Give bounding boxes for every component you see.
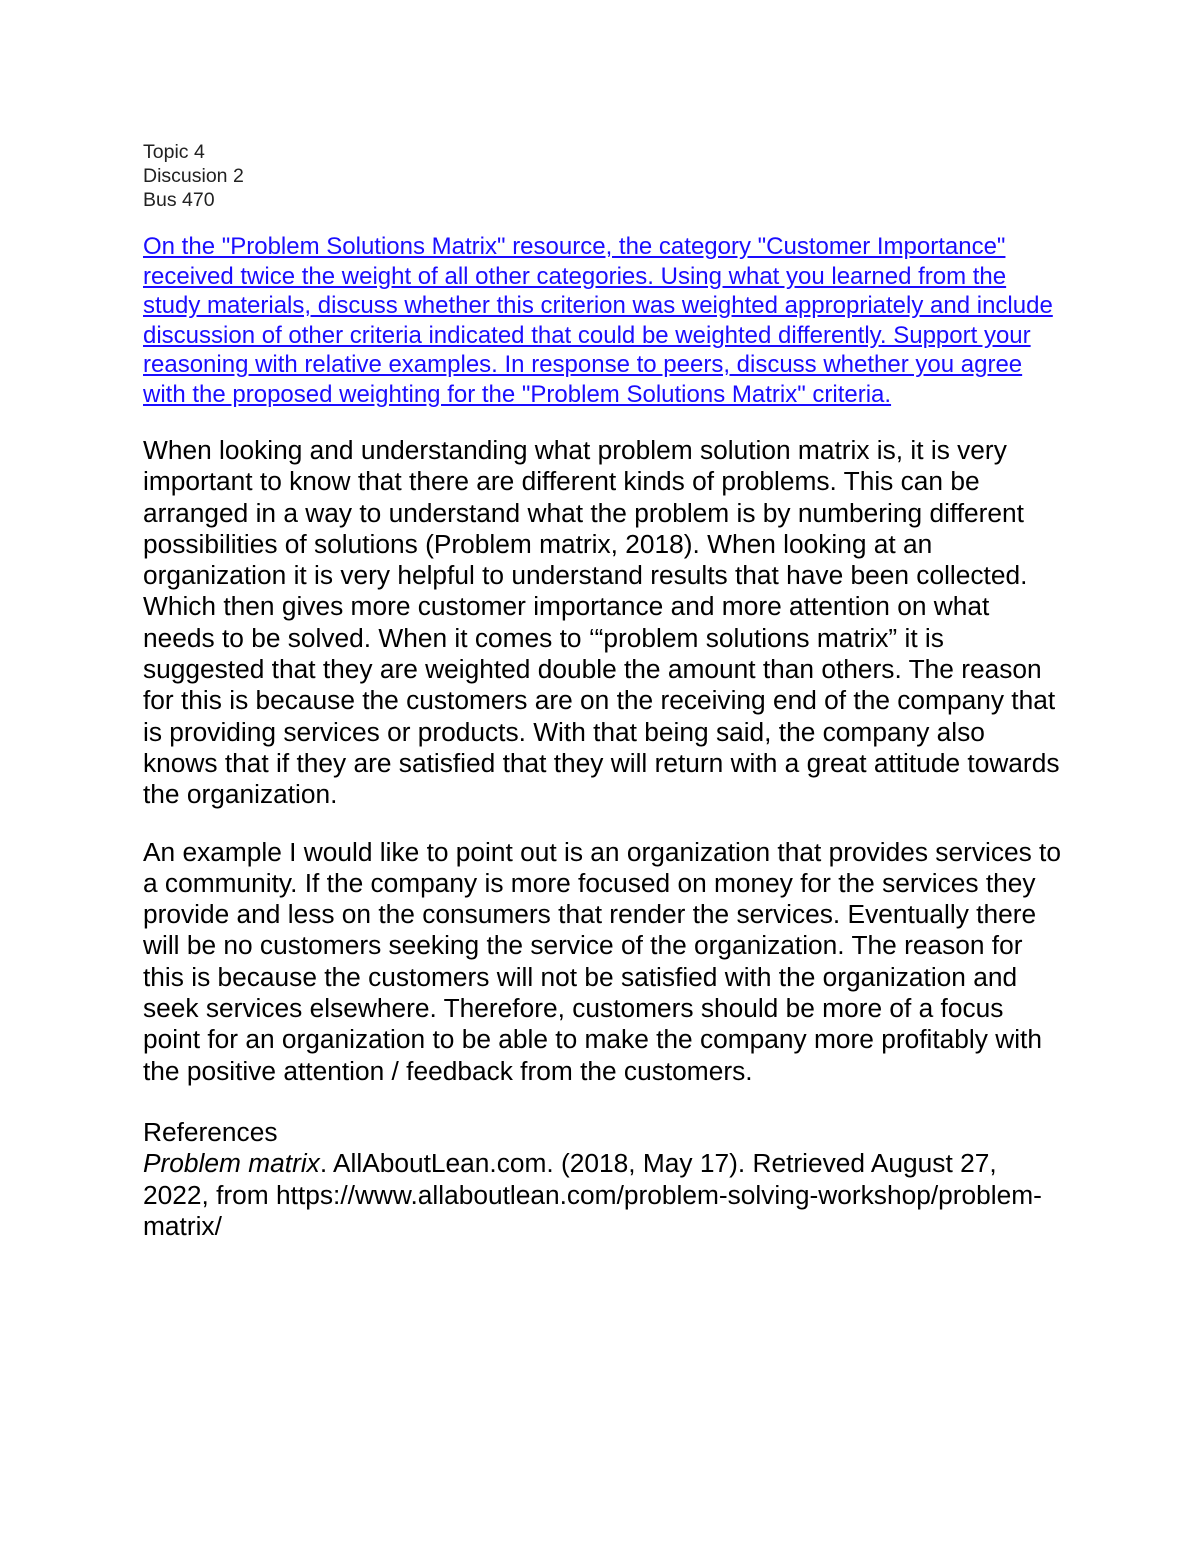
document-header (143, 140, 1063, 212)
references-heading: References (143, 1116, 278, 1147)
discussion-label: Discusion 2 (143, 165, 244, 187)
reference-title: Problem matrix (143, 1148, 320, 1179)
discussion-prompt-link[interactable]: On the "Problem Solutions Matrix" resource, the category "Customer Importance" received twice the weight of all other categories. Using what you learned from the study materials, discuss whether this criterion was weighted appropriately and include discussion of other criteria indicated that could be weighted differently. Support your reasoning with relative examples. In response to peers, discuss whether you agree with the proposed weighting for the "Problem Solutions Matrix" criteria. (143, 233, 1053, 408)
topic-label: Topic 4 (143, 141, 205, 163)
body-paragraph-2: An example I would like to point out is an organization that provides services to a community. If the company is more focused on money for the services they provide and less on the consumers that render the services. Eventually there will be no customers seeking the service of the organization. The reason for this is because the customers will not be satisfied with the organization and seek services elsewhere. Therefore, customers should be more of a focus point for an organization to be able to make the company more profitably with the positive attention / feedback from the customers. (143, 836, 1061, 1086)
references-section (143, 1117, 1063, 1242)
course-label: Bus 470 (143, 189, 215, 211)
reference-entry (143, 1148, 1063, 1242)
reference-details: . AllAboutLean.com. (2018, May 17). Retrieved August 27, 2022, from https://www.allaboutlean.com/problem-solving-workshop/problem-matrix/ (143, 1148, 1042, 1241)
discussion-prompt (143, 232, 1058, 409)
body-paragraph-1: When looking and understanding what problem solution matrix is, it is very important to know that there are different kinds of problems. This can be arranged in a way to understand what the problem is by numbering different possibilities of solutions (Problem matrix, 2018). When looking at an organization it is very helpful to understand results that have been collected. Which then gives more customer importance and more attention on what needs to be solved. When it comes to ‘“problem solutions matrix” it is suggested that they are weighted double the amount than others. The reason for this is because the customers are on the receiving end of the company that is providing services or products. With that being said, the company also knows that if they are satisfied that they will return with a great attitude towards the organization. (143, 435, 1060, 810)
document-page (143, 140, 1063, 1242)
